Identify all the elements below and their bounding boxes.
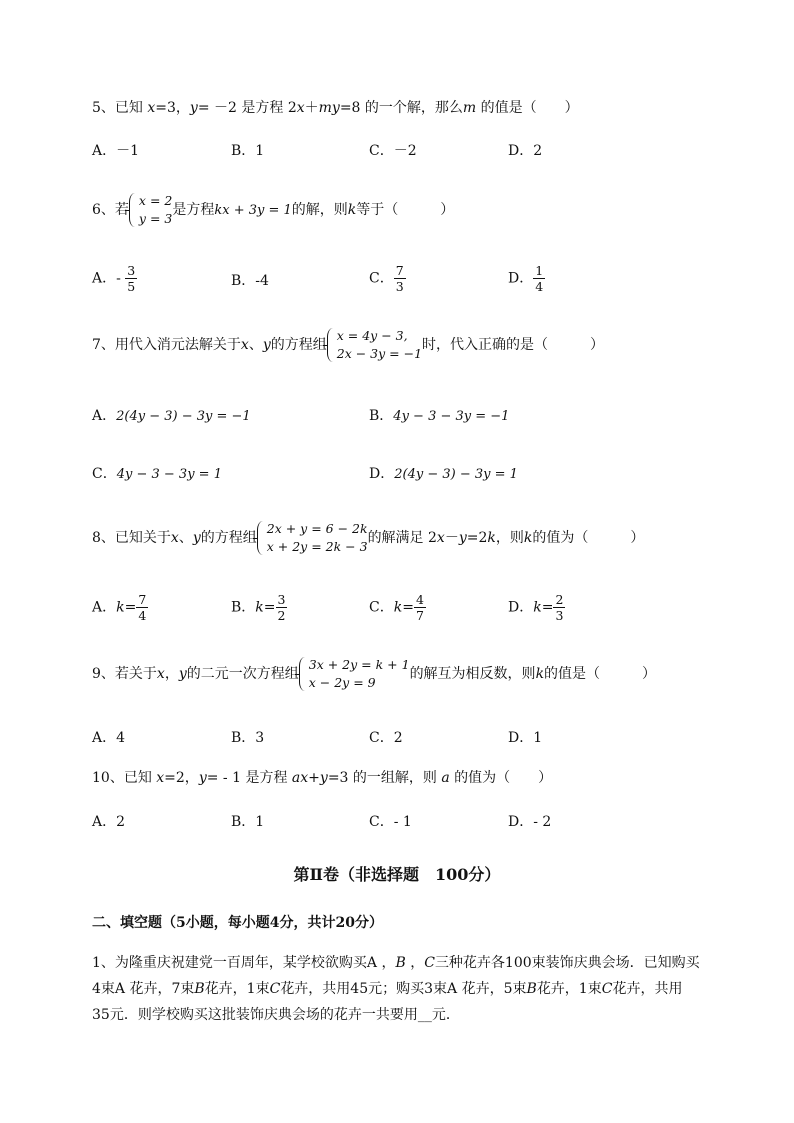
q6-system-row-1: x = 2 (138, 193, 173, 208)
q8-option-c-numerator: 4 (415, 592, 424, 607)
q10-var-y2: y (319, 770, 328, 786)
fill1-l2-a: 4束A 花卉，7束 (92, 981, 195, 997)
q10-text-2: =2， (164, 770, 199, 786)
question-5 (92, 98, 579, 118)
q9-option-a[interactable]: A．4 (92, 730, 126, 746)
q5-text-6: 的值是（ ） (476, 100, 579, 116)
q6-option-c-denominator: 3 (395, 279, 404, 294)
q8-option-b-fraction (276, 592, 288, 623)
question-8 (92, 520, 644, 556)
q7-system-row-1: x = 4y − 3, (336, 328, 408, 343)
q9-var-y: y (178, 666, 187, 682)
q10-var-ax: ax (291, 770, 309, 786)
q6-option-c-fraction (394, 263, 406, 294)
fill1-l2-h: C (601, 981, 613, 997)
q5-var-y: y (189, 100, 198, 116)
q9-text-1: 9、若关于 (92, 666, 157, 682)
q8-option-b-label: B． (231, 599, 256, 616)
q7-system-row-2: 2x − 3y = −1 (336, 346, 423, 361)
q6-option-b[interactable]: B．-4 (231, 273, 269, 289)
q7-text-1: 7、用代入消元法解关于 (92, 337, 241, 353)
q9-option-b[interactable]: B．3 (231, 730, 265, 746)
q8-var-k: k (487, 530, 496, 546)
q5-option-b[interactable]: B．1 (231, 143, 265, 159)
fill1-l2-c: 花卉，1束 (204, 981, 270, 997)
fill-question-1-line-2 (92, 976, 732, 1002)
section-2-heading: 二、填空题（5小题，每小题4分，共计20分） (92, 915, 383, 931)
q8-option-a-k: k (116, 599, 125, 616)
q6-brace (129, 193, 137, 227)
q9-sep: ， (164, 666, 179, 682)
q7-option-d-label: D． (369, 466, 395, 482)
q10-var-x: x (156, 770, 165, 786)
fill-question-1 (92, 950, 732, 1028)
q7-equation-system (327, 327, 422, 363)
q10-text-4: + (308, 770, 320, 786)
q7-option-b-label: B． (369, 408, 394, 424)
question-7 (92, 327, 604, 363)
q8-option-d[interactable] (508, 592, 565, 623)
q10-text-5: =3 的一组解，则 (327, 770, 442, 786)
q8-text-7: 的值为（ ） (532, 530, 645, 546)
q7-text-2: 的方程组 (270, 337, 327, 353)
q9-system-row-1: 3x + 2y = k + 1 (308, 657, 410, 672)
q8-text-1: 8、已知关于 (92, 530, 171, 546)
q6-option-d-numerator: 1 (535, 263, 544, 278)
q5-text-3: = －2 是方程 2 (197, 100, 297, 116)
q8-sep: 、 (178, 530, 193, 546)
q9-text-2: 的二元一次方程组 (186, 666, 299, 682)
q6-equation: kx + 3y = 1 (214, 203, 292, 218)
q5-var-x: x (147, 100, 156, 116)
q8-equation-system (257, 520, 368, 556)
q6-var-k: k (347, 202, 357, 218)
q8-option-c-denominator: 7 (415, 608, 424, 623)
q10-var-y: y (198, 770, 207, 786)
q8-option-a-denominator: 4 (138, 608, 147, 623)
q8-option-b[interactable] (231, 592, 287, 623)
q7-option-a[interactable] (92, 406, 251, 427)
q5-var-x2: x (296, 100, 305, 116)
q8-option-a[interactable] (92, 592, 148, 623)
q8-system-row-2: x + 2y = 2k − 3 (266, 539, 368, 554)
q5-option-c[interactable]: C．－2 (369, 143, 417, 159)
q8-text-6: ，则 (495, 530, 524, 546)
q8-option-b-k: k (255, 599, 264, 616)
q6-option-d-denominator: 4 (535, 279, 544, 294)
q6-text-2: 是方程 (172, 202, 215, 218)
q5-text-1: 5、已知 (92, 100, 148, 116)
q8-option-a-eq: = (124, 599, 137, 616)
q8-var-x2: x (436, 530, 445, 546)
q8-option-c-fraction (414, 592, 426, 623)
q7-var-x: x (240, 337, 249, 353)
q6-option-d-label: D． (508, 270, 534, 287)
q10-text-6: 的值为（ ） (449, 770, 553, 786)
q10-text-3: = - 1 是方程 (206, 770, 292, 786)
q8-option-c-label: C． (369, 599, 394, 616)
fill1-l1-d: C (424, 955, 435, 971)
fill1-l1-a: 1、为隆重庆祝建党一百周年，某学校欲购买A ， (92, 955, 396, 971)
q9-option-d[interactable]: D．1 (508, 730, 543, 746)
q6-text-3: 的解，则 (291, 202, 348, 218)
q8-text-4: － (444, 530, 459, 546)
question-6 (92, 192, 454, 228)
fill-question-1-line-1 (92, 950, 732, 976)
q7-option-d-expr: 2(4y − 3) − 3y = 1 (394, 467, 518, 482)
q6-option-a-fraction (125, 263, 137, 294)
q7-option-c[interactable] (92, 464, 222, 485)
q6-equation-system (129, 192, 172, 228)
q8-option-d-numerator: 2 (555, 592, 564, 607)
fill1-l2-i: 花卉，共用 (612, 981, 683, 997)
q10-option-d[interactable]: D．- 2 (508, 814, 552, 830)
q9-system-row-2: x − 2y = 9 (308, 675, 376, 690)
q5-text-4: ＋ (304, 100, 319, 116)
fill1-l2-g: 花卉，1束 (536, 981, 602, 997)
q5-var-m: m (462, 100, 477, 116)
q8-var-k2: k (523, 530, 533, 546)
q8-option-d-label: D． (508, 599, 534, 616)
fill1-l1-c: ， (405, 955, 425, 971)
q6-text-4: 等于（ ） (356, 202, 455, 218)
q8-option-a-fraction (136, 592, 148, 623)
question-10 (92, 768, 552, 788)
q8-option-a-label: A． (92, 599, 117, 616)
q8-text-3: 的解满足 2 (367, 530, 437, 546)
fill1-l1-e: 三种花卉各100束装饰庆典会场．已知购买 (434, 955, 700, 971)
q5-option-a[interactable]: A．－1 (92, 143, 140, 159)
part-2-title: 第Ⅱ卷（非选择题 100分） (293, 865, 501, 884)
q8-option-b-denominator: 2 (277, 608, 286, 623)
q6-option-d-fraction (533, 263, 545, 294)
q8-option-d-eq: = (541, 599, 554, 616)
q9-text-3: 的解互为相反数，则 (409, 666, 536, 682)
q6-system-row-2: y = 3 (138, 211, 173, 226)
q5-option-d[interactable]: D．2 (508, 143, 543, 159)
q8-var-y2: y (458, 530, 467, 546)
q10-var-a: a (441, 770, 450, 786)
q10-option-a[interactable]: A．2 (92, 814, 126, 830)
q7-option-d[interactable] (369, 464, 518, 485)
fill1-l2-f: B (526, 981, 537, 997)
q7-brace (327, 328, 335, 362)
q9-text-4: 的值是（ ） (544, 666, 657, 682)
q10-option-b[interactable]: B．1 (231, 814, 265, 830)
q5-var-my: my (318, 100, 340, 116)
q8-option-b-numerator: 3 (277, 592, 286, 607)
q8-var-y: y (192, 530, 201, 546)
q6-option-a-label: A．- (92, 270, 121, 287)
q7-text-3: 时，代入正确的是（ ） (422, 337, 605, 353)
q9-equation-system (299, 656, 410, 692)
q5-text-5: =8 的一个解，那么 (339, 100, 463, 116)
q6-option-c[interactable] (369, 263, 406, 294)
q7-option-c-label: C． (92, 466, 117, 482)
q7-option-b-expr: 4y − 3 − 3y = −1 (393, 409, 510, 424)
q6-text-1: 6、若 (92, 202, 129, 218)
q6-option-a-numerator: 3 (127, 263, 136, 278)
fill-question-1-line-3: 35元．则学校购买这批装饰庆典会场的花卉一共要用__元． (92, 1007, 460, 1023)
question-9 (92, 656, 656, 692)
fill1-l2-b: B (194, 981, 205, 997)
q8-option-d-k: k (533, 599, 542, 616)
q9-option-c[interactable]: C．2 (369, 730, 403, 746)
q8-option-b-eq: = (263, 599, 276, 616)
q10-option-c[interactable]: C．- 1 (369, 814, 412, 830)
fill1-l1-b: B (395, 955, 406, 971)
q9-brace (299, 657, 307, 691)
q7-var-y: y (262, 337, 271, 353)
q8-option-c[interactable] (369, 592, 426, 623)
q8-text-5: =2 (466, 530, 488, 546)
q8-option-d-denominator: 3 (555, 608, 564, 623)
fill1-l2-d: C (269, 981, 281, 997)
q8-option-a-numerator: 7 (138, 592, 147, 607)
q6-option-a-denominator: 5 (127, 279, 136, 294)
q7-option-a-label: A． (92, 408, 117, 424)
q8-brace (257, 521, 265, 555)
q7-option-c-expr: 4y − 3 − 3y = 1 (116, 467, 222, 482)
q8-var-x: x (170, 530, 179, 546)
q6-option-c-label: C． (369, 270, 394, 287)
q10-text-1: 10、已知 (92, 770, 157, 786)
q7-sep: 、 (248, 337, 263, 353)
q7-option-b[interactable] (369, 406, 509, 427)
q5-text-2: =3， (155, 100, 190, 116)
q6-option-d[interactable] (508, 263, 545, 294)
q8-option-d-fraction (553, 592, 565, 623)
q8-option-c-eq: = (402, 599, 414, 616)
q9-var-x: x (156, 666, 165, 682)
fill1-l2-e: 花卉，共用45元；购买3束A 花卉，5束 (280, 981, 527, 997)
q8-option-c-k: k (393, 599, 403, 616)
q7-option-a-expr: 2(4y − 3) − 3y = −1 (116, 409, 251, 424)
q9-var-k: k (535, 666, 545, 682)
q8-system-row-1: 2x + y = 6 − 2k (266, 521, 368, 536)
q6-option-c-numerator: 7 (395, 263, 404, 278)
q8-text-2: 的方程组 (200, 530, 257, 546)
q6-option-a[interactable] (92, 263, 137, 294)
